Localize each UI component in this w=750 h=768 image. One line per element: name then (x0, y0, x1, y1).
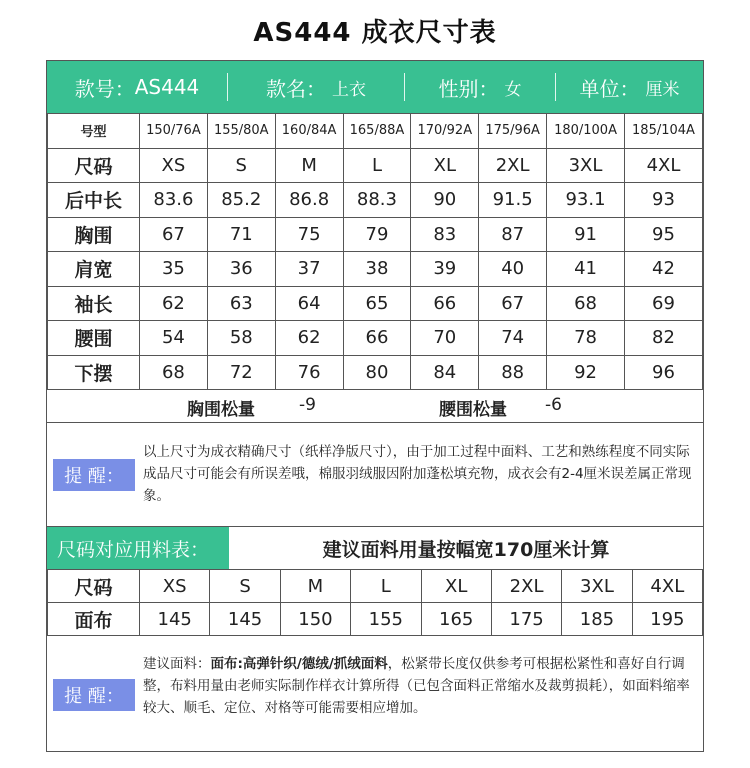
waist-ease-value: -6 (545, 395, 562, 415)
row-label: 尺码 (48, 148, 140, 183)
reminder-badge: 提 醒： (53, 679, 135, 711)
table-cell: 90 (411, 183, 479, 218)
note-text-2 (143, 653, 695, 719)
table-cell: 65 (343, 286, 411, 321)
table-cell: 79 (343, 217, 411, 252)
table-cell: 37 (275, 252, 343, 287)
table-cell: 42 (624, 252, 702, 287)
table-cell: 66 (411, 286, 479, 321)
table-cell: 155 (351, 603, 421, 636)
size-chart-frame (46, 60, 704, 752)
table-row (48, 217, 703, 252)
table-cell: 41 (547, 252, 625, 287)
table-row (48, 252, 703, 287)
table-cell: 76 (275, 355, 343, 390)
table-cell: 80 (343, 355, 411, 390)
table-cell: 91 (547, 217, 625, 252)
table-cell: 83 (411, 217, 479, 252)
table-cell: XS (140, 148, 208, 183)
table-cell: 88 (479, 355, 547, 390)
table-cell: 78 (547, 321, 625, 356)
gender-cell (405, 61, 555, 113)
table-cell: 88.3 (343, 183, 411, 218)
table-cell: 68 (547, 286, 625, 321)
material-bar (47, 527, 703, 569)
note2-text: ，松紧带长度仅供参考可根据松紧性和喜好自行调整，布料用量由老师实际制作样衣计算所得（已包含面料正常缩水及裁剪损耗），如面料缩率较大、顺毛、定位、对格等可能需要相应增加。 (143, 656, 690, 716)
row-label: 号型 (48, 114, 140, 149)
table-cell: 2XL (479, 148, 547, 183)
table-cell: 160/84A (275, 114, 343, 149)
note2-prefix: 建议面料： (143, 656, 211, 672)
table-cell: 185/104A (624, 114, 702, 149)
table-cell: 93 (624, 183, 702, 218)
table-cell: 95 (624, 217, 702, 252)
unit-label: 单位： (579, 76, 640, 101)
style-no-label: 款号： (74, 76, 135, 101)
table-cell: 39 (411, 252, 479, 287)
table-cell: 58 (207, 321, 275, 356)
table-cell: 4XL (632, 570, 702, 603)
table-cell: 75 (275, 217, 343, 252)
table-cell: XL (411, 148, 479, 183)
table-cell: L (351, 570, 421, 603)
unit-value: 厘米 (645, 79, 680, 100)
row-label: 后中长 (48, 183, 140, 218)
reminder-badge: 提 醒： (53, 459, 135, 491)
table-cell: 91.5 (479, 183, 547, 218)
table-cell: 40 (479, 252, 547, 287)
table-cell: 155/80A (207, 114, 275, 149)
table-cell: 165 (421, 603, 491, 636)
table-cell: 62 (140, 286, 208, 321)
table-cell: 82 (624, 321, 702, 356)
table-row (48, 355, 703, 390)
table-cell: XL (421, 570, 491, 603)
row-label: 下摆 (48, 355, 140, 390)
note-text-1: 以上尺寸为成衣精确尺寸（纸样净版尺寸），由于加工过程中面料、工艺和熟练程度不同实际成品尺寸可能会有所误差哦，棉服羽绒服因附加蓬松填充物，成衣会有2-4厘米误差属正常现象。 (143, 444, 692, 504)
table-cell: 86.8 (275, 183, 343, 218)
table-row (48, 114, 703, 149)
style-no-value: AS444 (134, 75, 200, 99)
table-cell: S (210, 570, 280, 603)
row-label: 尺码 (48, 570, 140, 603)
table-cell: 165/88A (343, 114, 411, 149)
style-no-cell (47, 61, 227, 113)
name-value: 上衣 (332, 79, 366, 100)
table-cell: 63 (207, 286, 275, 321)
gender-value: 女 (504, 79, 522, 100)
fabric-table (47, 569, 703, 636)
waist-ease-label: 腰围松量 (439, 400, 507, 420)
table-cell: 54 (140, 321, 208, 356)
table-cell: 145 (210, 603, 280, 636)
note-block-2 (47, 635, 703, 751)
table-cell: 35 (140, 252, 208, 287)
table-row (48, 183, 703, 218)
name-label: 款名： (266, 76, 326, 101)
note2-bold: 面布:高弹针织/德绒/抓绒面料 (210, 656, 388, 672)
table-cell: 69 (624, 286, 702, 321)
table-cell: 72 (207, 355, 275, 390)
table-cell: 64 (275, 286, 343, 321)
table-cell: XS (140, 570, 210, 603)
table-cell: 185 (562, 603, 632, 636)
table-cell: 96 (624, 355, 702, 390)
unit-cell (556, 61, 703, 113)
table-cell: 38 (343, 252, 411, 287)
note-block-1 (47, 423, 703, 527)
table-cell: 71 (207, 217, 275, 252)
table-cell: 62 (275, 321, 343, 356)
table-cell: 93.1 (547, 183, 625, 218)
table-row (48, 286, 703, 321)
row-label: 腰围 (48, 321, 140, 356)
table-cell: 67 (479, 286, 547, 321)
table-cell: 66 (343, 321, 411, 356)
table-row (48, 321, 703, 356)
row-label: 面布 (48, 603, 140, 636)
table-cell: 85.2 (207, 183, 275, 218)
table-cell: 70 (411, 321, 479, 356)
table-cell: L (343, 148, 411, 183)
row-label: 袖长 (48, 286, 140, 321)
table-cell: 180/100A (547, 114, 625, 149)
material-note: 建议面料用量按幅宽170厘米计算 (322, 538, 610, 561)
table-cell: 36 (207, 252, 275, 287)
table-cell: 145 (140, 603, 210, 636)
table-cell: 4XL (624, 148, 702, 183)
row-label: 胸围 (48, 217, 140, 252)
table-cell: 84 (411, 355, 479, 390)
ease-row (47, 389, 703, 423)
row-label: 肩宽 (48, 252, 140, 287)
gender-label: 性别： (438, 76, 499, 101)
table-row (48, 603, 703, 636)
page-title: AS444 成衣尺寸表 (253, 18, 497, 48)
table-row (48, 148, 703, 183)
header-bar (47, 61, 703, 113)
table-cell: 3XL (547, 148, 625, 183)
table-cell: 74 (479, 321, 547, 356)
table-cell: 92 (547, 355, 625, 390)
table-cell: 150 (280, 603, 350, 636)
name-cell (228, 61, 404, 113)
table-cell: 83.6 (140, 183, 208, 218)
material-label: 尺码对应用料表： (47, 527, 229, 569)
table-cell: 175/96A (479, 114, 547, 149)
chest-ease-value: -9 (299, 395, 316, 415)
table-cell: 2XL (491, 570, 561, 603)
table-cell: 170/92A (411, 114, 479, 149)
table-cell: 150/76A (140, 114, 208, 149)
table-row (48, 570, 703, 603)
table-cell: 68 (140, 355, 208, 390)
table-cell: M (275, 148, 343, 183)
table-cell: 3XL (562, 570, 632, 603)
table-cell: 175 (491, 603, 561, 636)
table-cell: S (207, 148, 275, 183)
chest-ease-label: 胸围松量 (187, 400, 255, 420)
table-cell: 87 (479, 217, 547, 252)
table-cell: 67 (140, 217, 208, 252)
table-cell: 195 (632, 603, 702, 636)
size-table (47, 113, 703, 390)
table-cell: M (280, 570, 350, 603)
